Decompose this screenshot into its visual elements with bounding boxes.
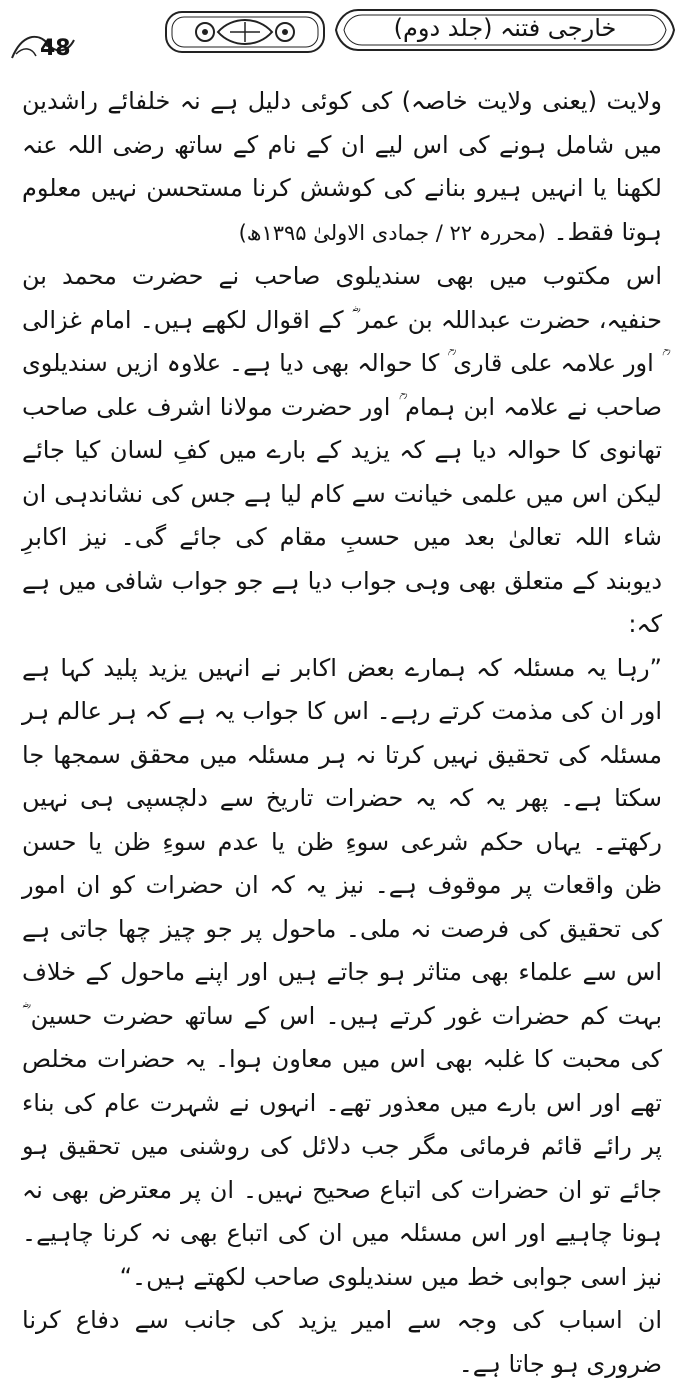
page-body (22, 80, 662, 1386)
paragraph-1-text: ولایت (یعنی ولایت خاصہ) کی کوئی دلیل ہے نہ خلفائے راشدین میں شامل ہونے کی اس لیے ان کے نام کے ساتھ رضی اللہ عنہ لکھنا یا انہیں ہیرو بنانے کی کوشش کرنا مستحسن نہیں معلوم ہوتا فقط۔ (22, 87, 662, 246)
book-title: خارجی فتنہ (جلد دوم) (393, 14, 617, 42)
paragraph-3: ان اسباب کی وجہ سے امیر یزید کی جانب سے دفاع کرنا ضروری ہو جاتا ہے۔ (22, 1306, 662, 1378)
page-header (0, 0, 684, 72)
date-note: (محررہ ۲۲ / جمادی الاولیٰ ۱۳۹۵ھ) (238, 220, 546, 245)
page-number: 48 (40, 36, 71, 61)
paragraph-1 (22, 80, 662, 255)
paragraph-2: اس مکتوب میں بھی سندیلوی صاحب نے حضرت محمد بن حنفیہ، حضرت عبداللہ بن عمر ؓ کے اقوال لکھے ہیں۔ امام غزالی ؒ اور علامہ علی قاری ؒ کا حوالہ بھی دیا ہے۔ علاوہ ازیں سندیلوی صاحب نے علامہ ابن ہمام ؒ اور حضرت مولانا اشرف علی صاحب تھانوی کا حوالہ دیا ہے کہ یزید کے بارے میں کفِ لسان کیا جائے لیکن اس میں علمی خیانت سے کام لیا ہے جس کی نشاندہی ان شاء اللہ تعالیٰ بعد میں حسبِ مقام کی جائے گی۔ نیز اکابرِ دیوبند کے متعلق بھی وہی جواب دیا ہے جو جواب شافی میں ہے کہ: (22, 262, 662, 638)
floral-ornament-icon (160, 4, 330, 60)
block-quote: ”رہا یہ مسئلہ کہ ہمارے بعض اکابر نے انہیں یزید پلید کہا ہے اور ان کی مذمت کرتے رہے۔ اس کا جواب یہ ہے کہ ہر عالم ہر مسئلہ کی تحقیق نہیں کرتا نہ ہر مسئلہ میں محقق سمجھا جا سکتا ہے۔ پھر یہ کہ یہ حضرات تاریخ سے دلچسپی ہی نہیں رکھتے۔ یہاں حکم شرعی سوءِ ظن یا عدم سوءِ ظن یا حسن ظن واقعات پر موقوف ہے۔ نیز یہ کہ ان حضرات کو ان امور کی تحقیق کی فرصت نہ ملی۔ ماحول پر جو چیز چھا جاتی ہے اس سے علماء بھی متاثر ہو جاتے ہیں اور اپنے ماحول کے خلاف بہت کم حضرات غور کرتے ہیں۔ اس کے ساتھ حضرت حسین ؓ کی محبت کا غلبہ بھی اس میں معاون ہوا۔ یہ حضرات مخلص تھے اور اس بارے میں معذور تھے۔ انہوں نے شہرت عام کی بناء پر رائے قائم فرمائی مگر جب دلائل کی روشنی میں تحقیق ہو جائے تو ان حضرات کی اتباع صحیح نہیں۔ ان پر معترض بھی نہ ہونا چاہیے اور اس مسئلہ میں ان کی اتباع بھی نہ کرنا چاہیے۔ نیز اسی جوابی خط میں سندیلوی صاحب لکھتے ہیں۔“ (22, 653, 662, 1291)
